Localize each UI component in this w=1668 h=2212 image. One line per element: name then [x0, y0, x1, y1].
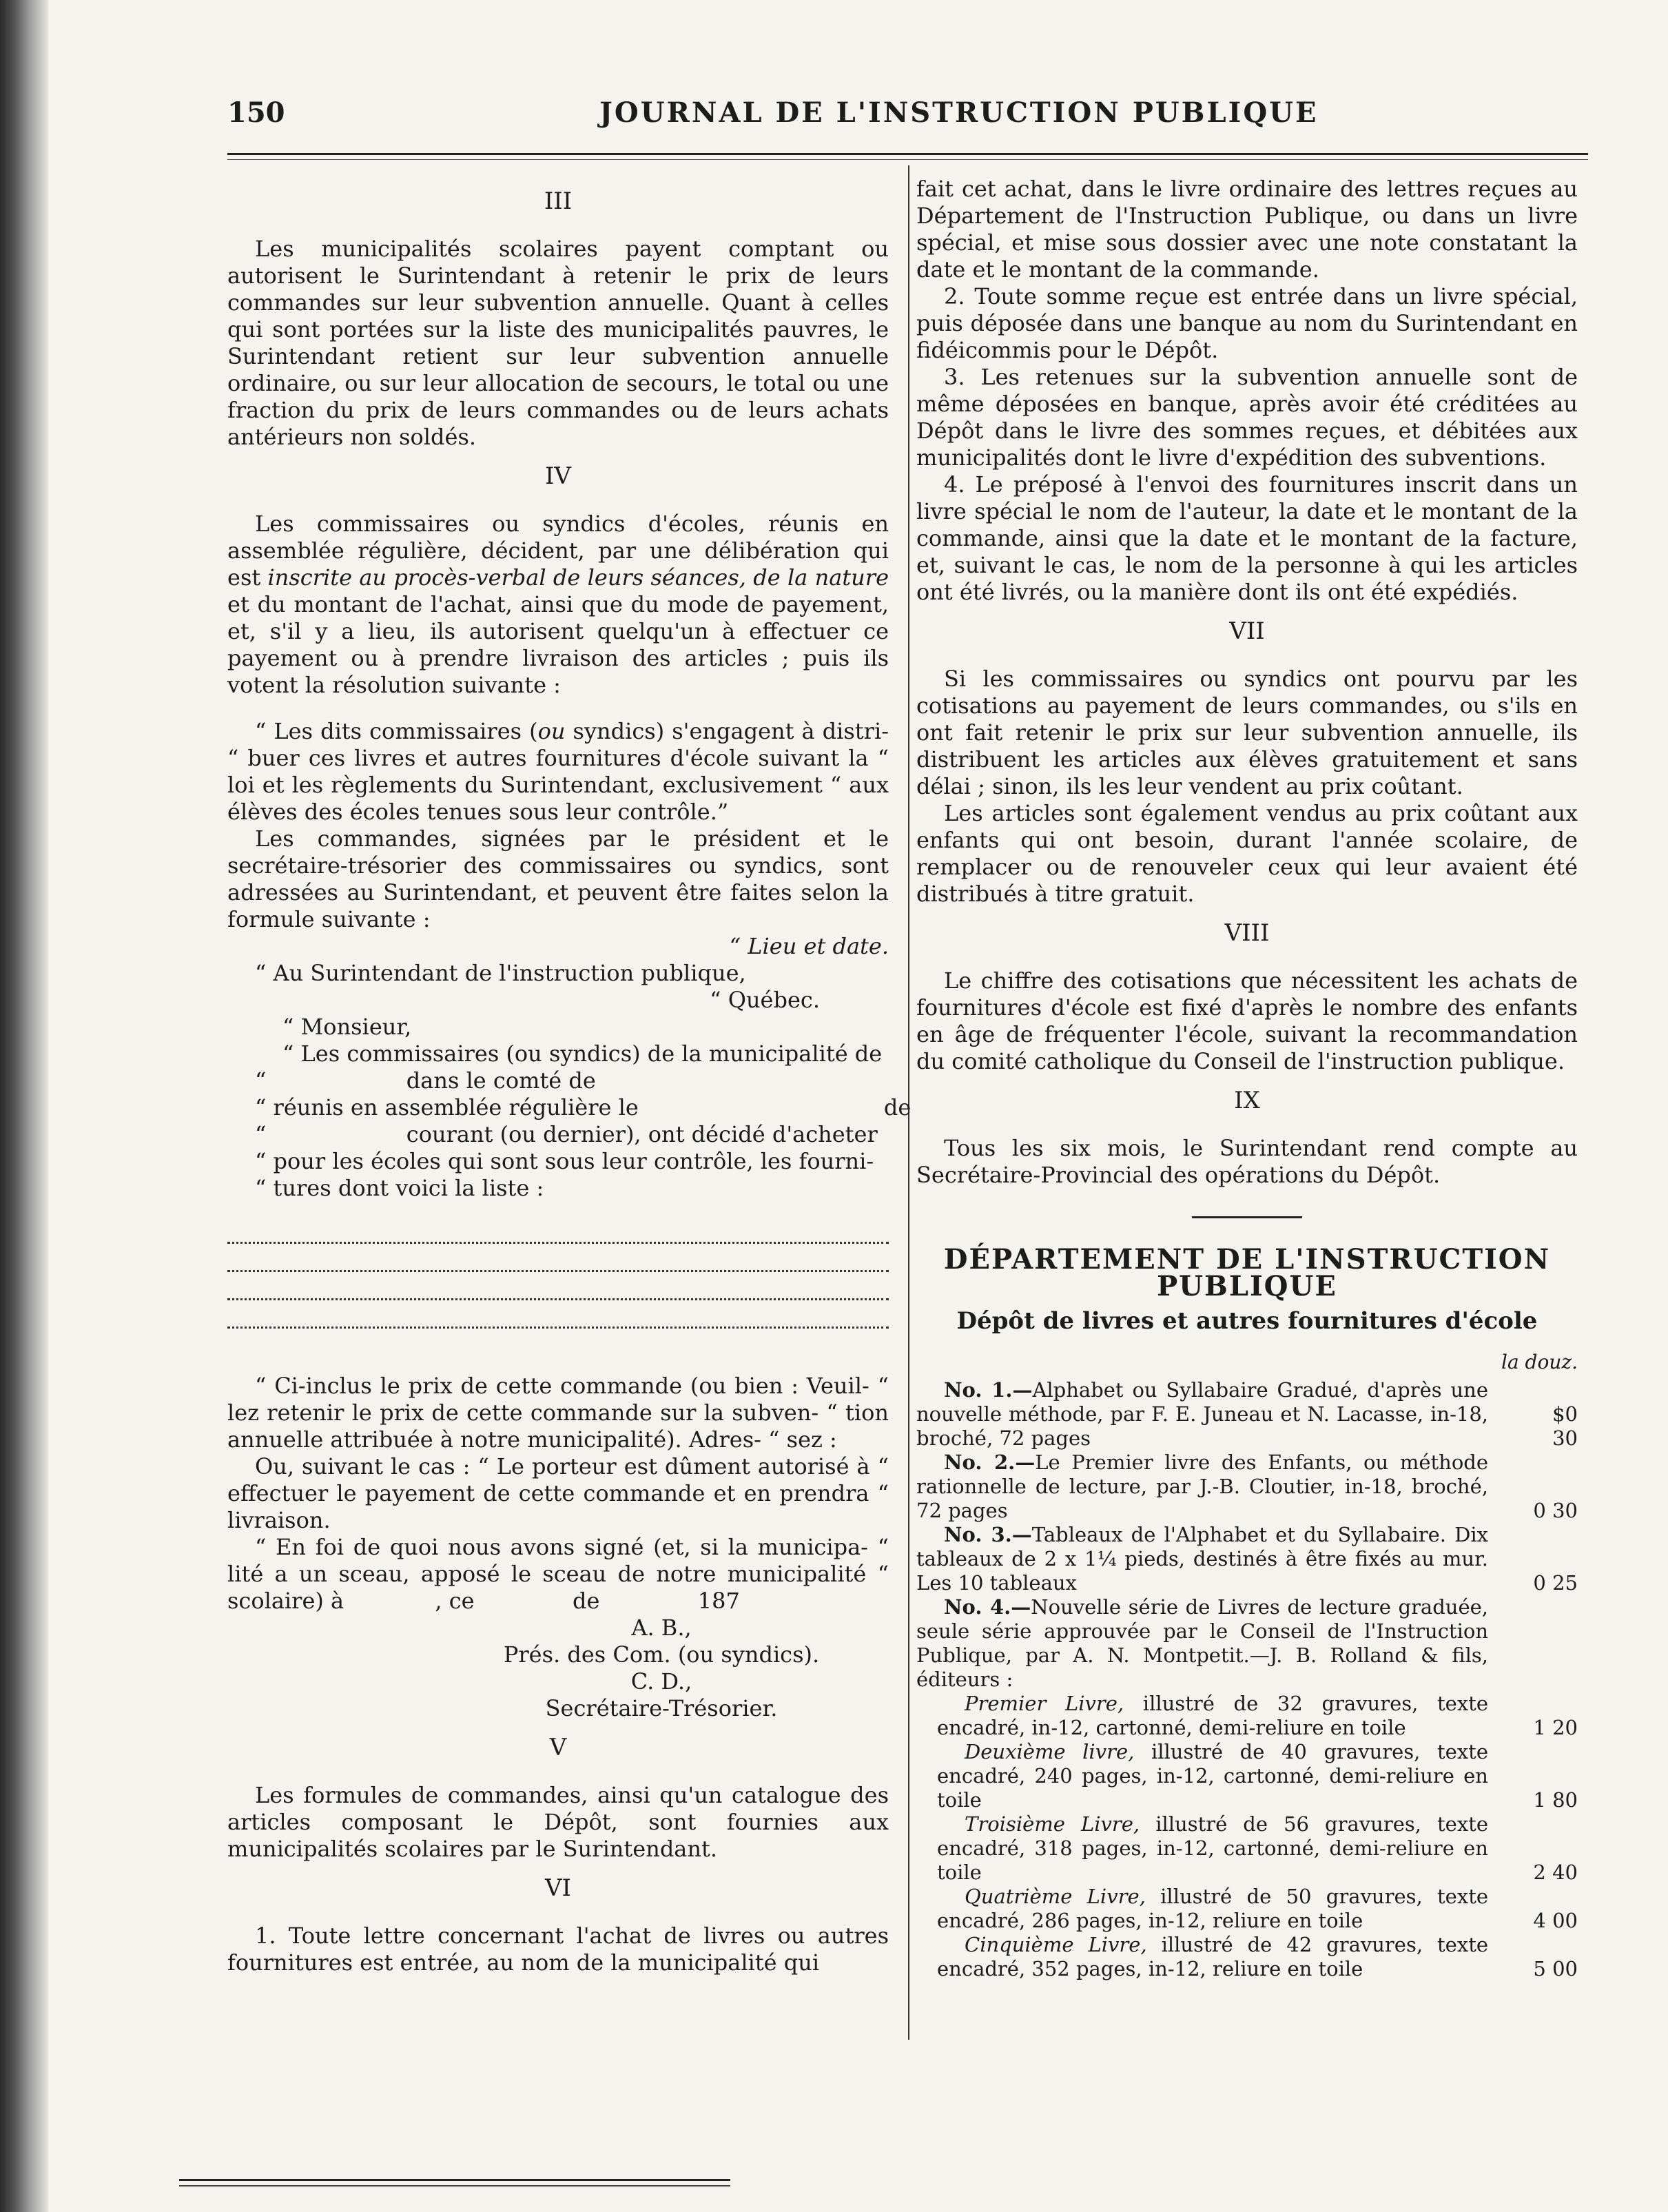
section-vi-continued: fait cet achat, dans le livre ordinaire des lettres reçues au Département de l'Instruction Publique, ou dans un livre spécial, et mise sous dossier avec une note constatant la date et le montant de la commande. — [916, 176, 1578, 283]
section-heading-ix: IX — [1234, 1087, 1260, 1114]
en-foi-text: “ En foi de quoi nous avons signé (et, si la municipa- “ lité a un sceau, apposé le sceau de notre municipalité “ scolaire) à , ce de 187 — [227, 1534, 896, 1614]
catalog-item: No. 1.—Alphabet ou Syllabaire Gradué, d'après une nouvelle méthode, par F. E. Juneau et N. Lacasse, in-18, broché, 72 pages $0 30 — [916, 1378, 1578, 1450]
section-vi-item-4: 4. Le préposé à l'envoi des fournitures inscrit dans un livre spécial le nom de l'auteur, la date et le montant de la commande, ainsi que la date et le montant de la facture, et, suivant le cas, le nom de la personne à qui les articles ont été livrés, ou la manière dont ils ont été expédiés. — [916, 471, 1578, 605]
signature-secr: Secrétaire-Trésorier. — [545, 1695, 778, 1721]
left-column — [227, 176, 912, 1976]
letter-line: “ Les commissaires (ou syndics) de la municipalité de — [282, 1041, 883, 1067]
section-vii-text-2: Les articles sont également vendus au prix coûtant aux enfants qui ont besoin, durant l'année scolaire, de remplacer ou de renouveler ceux qui leur avaient été distribués à titre gratuit. — [916, 800, 1578, 907]
section-heading-v: V — [549, 1734, 567, 1761]
section-vi-item-2: 2. Toute somme reçue est entrée dans un livre spécial, puis déposée dans une banque au nom du Surintendant en fidéicommis pour le Dépôt. — [916, 283, 1578, 363]
section-ix-text: Tous les six mois, le Surintendant rend compte au Secrétaire-Provincial des opérations du Dépôt. — [916, 1135, 1578, 1188]
catalog-subitem: Deuxième livre, illustré de 40 gravures, texte encadré, 240 pages, in-12, cartonné, demi-reliure en toile 1 80 — [937, 1740, 1578, 1812]
book-binding-edge — [0, 0, 48, 2212]
section-iii-text: Les municipalités scolaires payent comptant ou autorisent le Surintendant à retenir le prix de leurs commandes sur leur subvention annuelle. Quant à celles qui sont portées sur la liste des municipalités pauvres, le Surintendant retient sur leur subvention annuelle ordinaire, ou sur leur allocation de secours, le total ou une fraction du prix de leurs commandes ou de leurs achats antérieurs non soldés. — [227, 236, 889, 450]
dotted-line — [227, 1278, 889, 1300]
catalog-subitem: Premier Livre, illustré de 32 gravures, texte encadré, in-12, cartonné, demi-reliure en toile 1 20 — [937, 1692, 1578, 1739]
section-heading-iv: IV — [545, 462, 571, 490]
catalog-item: No. 2.—Le Premier livre des Enfants, ou méthode rationnelle de lecture, par J.-B. Cloutier, in-18, broché, 72 pages 0 30 — [916, 1451, 1578, 1522]
signature-cd: C. D., — [630, 1668, 692, 1694]
header-rule — [227, 153, 1588, 160]
letter-line: “ tures dont voici la liste : — [255, 1175, 544, 1201]
catalog-subitem: Troisième Livre, illustré de 56 gravures, texte encadré, 318 pages, in-12, cartonné, demi-reliure en toile 2 40 — [937, 1812, 1578, 1884]
resolution-quote: “ Les dits commissaires (ou syndics) s'engagent à distri- “ buer ces livres et autres fournitures d'école suivant la “ loi et les règlements du Surintendant, exclusivement “ aux élèves des écoles tenues sous leur contrôle.” — [227, 718, 889, 825]
section-heading-vi: VI — [545, 1874, 571, 1902]
section-iv-text: Les commissaires ou syndics d'écoles, réunis en assemblée régulière, décident, par une délibération qui est inscrite au procès-verbal de leurs séances, de la nature et du montant de l'achat, ainsi que du mode de payement, et, s'il y a lieu, ils autorisent quelqu'un à effectuer ce payement ou à prendre livraison des articles ; puis ils votent la résolution suivante : — [227, 511, 889, 698]
letter-line: “ réunis en assemblée régulière le de — [255, 1094, 912, 1120]
department-title: DÉPARTEMENT DE L'INSTRUCTION PUBLIQUE — [943, 1243, 1551, 1302]
ou-suivant-text: Ou, suivant le cas : “ Le porteur est dûment autorisé à “ effectuer le payement de cette commande et en prendra “ livraison. — [227, 1453, 889, 1533]
section-vii-text-1: Si les commissaires ou syndics ont pourvu par les cotisations au payement de leurs commandes, ou s'ils en ont fait retenir le prix sur leur subvention annuelle, ils distribuent les articles aux élèves gratuitement et sans délai ; sinon, ils les leur vendent au prix coûtant. — [916, 666, 1578, 799]
section-vi-item-1: 1. Toute lettre concernant l'achat de livres ou autres fournitures est entrée, au nom de la municipalité qui — [227, 1923, 889, 1976]
section-heading-iii: III — [544, 187, 573, 215]
catalog-subitem: Cinquième Livre, illustré de 42 gravures, texte encadré, 352 pages, in-12, reliure en toile 5 00 — [937, 1933, 1578, 1980]
catalog-item: No. 3.—Tableaux de l'Alphabet et du Syllabaire. Dix tableaux de 2 x 1¼ pieds, destinés à être fixés au mur. Les 10 tableaux 0 25 — [916, 1523, 1578, 1595]
letter-city: “ Québec. — [710, 987, 820, 1013]
ci-inclus-text: “ Ci-inclus le prix de cette commande (ou bien : Veuil- “ lez retenir le prix de cette commande sur la subven- “ tion annuelle attribuée à notre municipalité). Adres- “ sez : — [227, 1373, 889, 1453]
dotted-line — [227, 1249, 889, 1272]
department-subtitle: Dépôt de livres et autres fournitures d'école — [956, 1307, 1538, 1335]
section-viii-text: Le chiffre des cotisations que nécessitent les achats de fournitures d'école est fixé d'après le nombre des enfants en âge de fréquenter l'école, suivant la recommandation du comité catholique du Conseil de l'instruction publique. — [916, 967, 1578, 1074]
letter-line: “ pour les écoles qui sont sous leur contrôle, les fourni- — [255, 1148, 874, 1174]
footer-rule — [179, 2179, 730, 2187]
section-vi-item-3: 3. Les retenues sur la subvention annuelle sont de même déposées en banque, après avoir été créditées au Dépôt dans le livre des sommes reçues, et débitées aux municipalités dont le livre d'expédition des subventions. — [916, 364, 1578, 471]
letter-line: “ dans le comté de — [255, 1067, 596, 1094]
catalog-subitem: Quatrième Livre, illustré de 50 gravures, texte encadré, 286 pages, in-12, reliure en toile 4 00 — [937, 1885, 1578, 1932]
price-unit-label: la douz. — [1501, 1351, 1578, 1373]
dotted-line — [227, 1221, 889, 1244]
letter-addressee: “ Au Surintendant de l'instruction publique, — [255, 960, 746, 986]
dotted-line — [227, 1306, 889, 1329]
signature-ab: A. B., — [631, 1615, 692, 1641]
letter-line: “ courant (ou dernier), ont décidé d'acheter — [255, 1121, 878, 1147]
right-column — [916, 176, 1578, 1981]
letter-salutation: “ Monsieur, — [282, 1014, 412, 1040]
page-number: 150 — [227, 96, 285, 129]
lieu-date: “ Lieu et date. — [729, 933, 889, 959]
section-divider — [1192, 1216, 1302, 1218]
signature-pres: Prés. des Com. (ou syndics). — [503, 1641, 820, 1668]
section-heading-vii: VII — [1229, 617, 1265, 645]
section-v-text: Les formules de commandes, ainsi qu'un catalogue des articles composant le Dépôt, sont fournies aux municipalités scolaires par le Surintendant. — [227, 1782, 889, 1862]
section-heading-viii: VIII — [1224, 919, 1270, 947]
catalog-item: No. 4.—Nouvelle série de Livres de lecture graduée, seule série approuvée par le Conseil de l'Instruction Publique, par A. N. Montpetit.—J. B. Rolland & fils, éditeurs : — [916, 1595, 1488, 1691]
running-title: JOURNAL DE L'INSTRUCTION PUBLIQUE — [599, 96, 1319, 129]
commandes-text: Les commandes, signées par le président et le secrétaire-trésorier des commissaires ou syndics, sont adressées au Surintendant, et peuvent être faites selon la formule suivante : — [227, 826, 889, 932]
